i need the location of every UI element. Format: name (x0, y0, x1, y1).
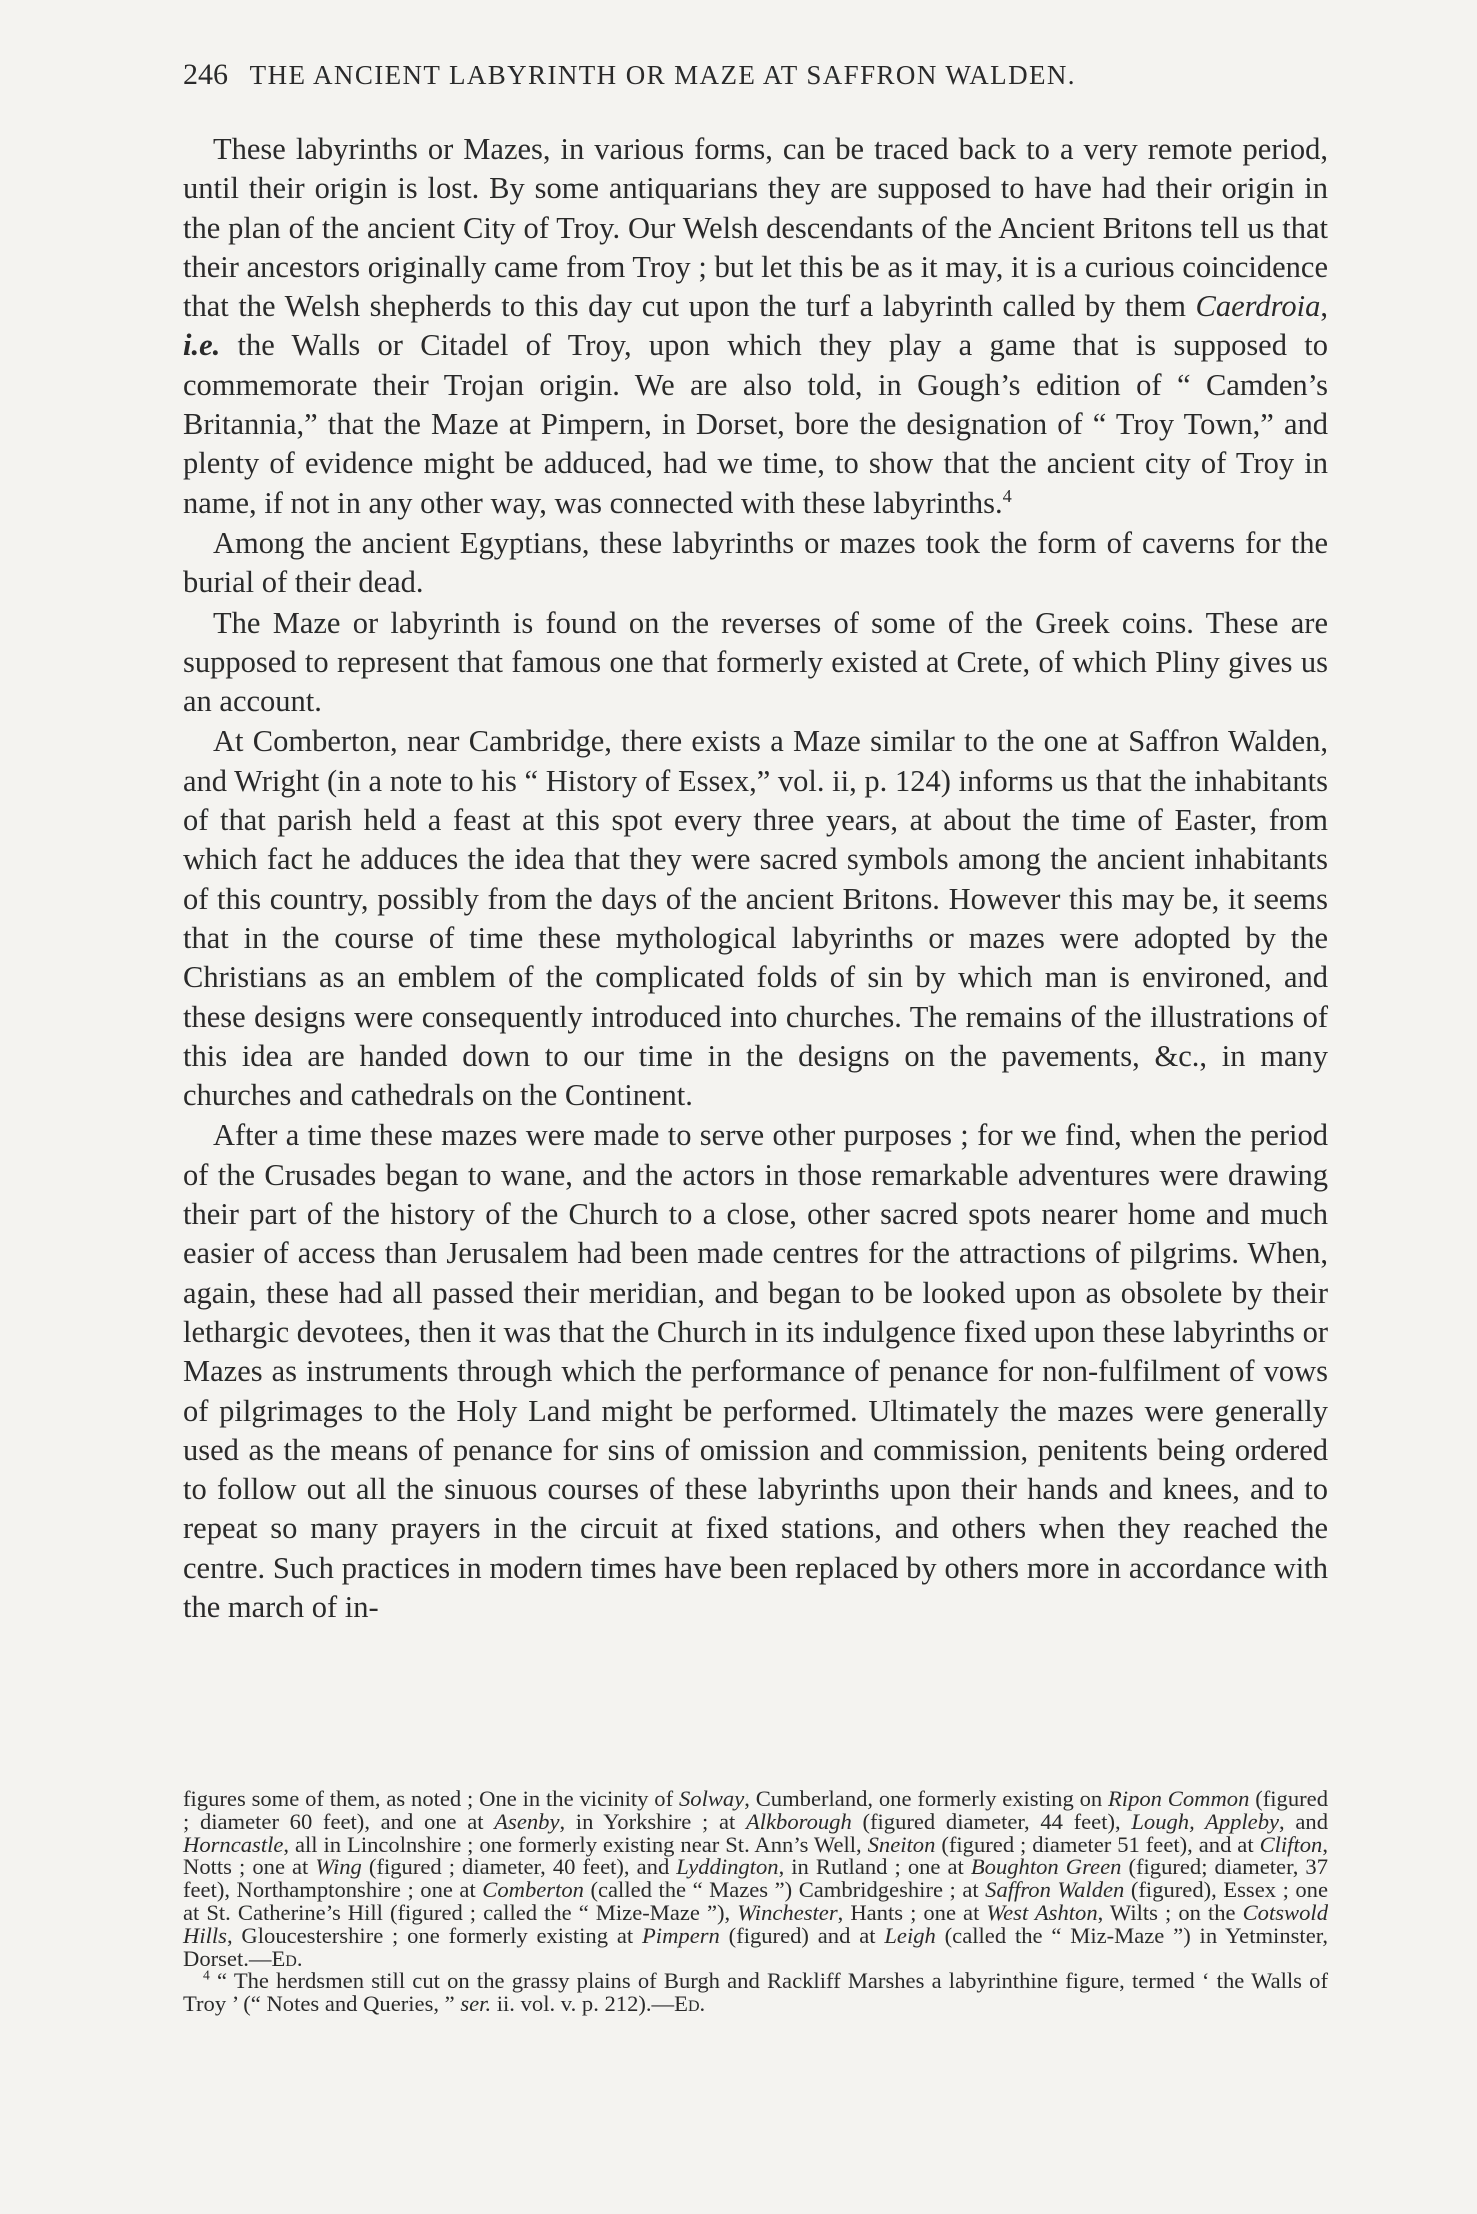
page-number: 246 (183, 58, 228, 91)
footnote-text: , Hants ; one at (837, 1899, 987, 1925)
separator: , (1320, 289, 1328, 324)
footnote-text: (figured diameter, 44 feet), (851, 1808, 1132, 1834)
italic-place-name: Asenby (494, 1808, 560, 1834)
italic-place-name: Leigh (884, 1922, 936, 1948)
paragraph: At Comberton, near Cambridge, there exists a Maze similar to the one at Saffron Walden, and Wright (in a note to his “ History of Essex,” vol. ii, p. 124) informs us that the inhabitants of that parish held a feast at this spot every three years, at about the time of Easter, from which fact he adduces the idea that they were sacred symbols among the ancient inhabitants of this country, possibly from the days of the ancient Britons. However this may be, it seems that in the course of time these mythological labyrinths or mazes were adopted by the Christians as an emblem of the complicated folds of sin by which man is environed, and these designs were consequently introduced into churches. The remains of the illustrations of this idea are handed down to our time in the designs on the pavements, &c., in many churches and cathedrals on the Continent. (183, 724, 1328, 1113)
footnote-continued (183, 1788, 1328, 1970)
footnote-text: ii. vol. v. p. 212).— (491, 1991, 675, 2017)
footnote-text: (called the “ Miz-Maze ”) in Yetminster, Dorset.— (183, 1922, 1328, 1971)
italic-place-name: ser. (460, 1991, 492, 2017)
italic-place-name: Lough, Appleby (1131, 1808, 1280, 1834)
footnote-text: “ The herdsmen still cut on the grassy plains of Burgh and Rackliff Marshes a labyrinthine figure, termed ‘ the Walls of Troy ’ (“ Notes and Queries, ” (183, 1968, 1328, 2017)
footnote-text: (figured ; diameter 60 feet), and one at (183, 1786, 1328, 1834)
italic-place-name: West Ashton (986, 1899, 1098, 1925)
italic-place-name: Saffron Walden (985, 1877, 1125, 1903)
footnote-text: , and (1279, 1808, 1328, 1834)
italic-place-name: Winchester (737, 1899, 838, 1925)
running-header (183, 58, 1323, 92)
footnote-text: (figured ; diameter, 40 feet), and (361, 1854, 677, 1880)
editor-mark: Ed. (674, 1991, 706, 2017)
editor-mark: Ed. (271, 1945, 303, 1971)
footnote-text: , in Yorkshire ; at (559, 1808, 746, 1834)
italic-place-name: Alkborough (745, 1808, 852, 1834)
paragraph (183, 130, 1328, 523)
footnote-text: , Gloucestershire ; one formerly existing at (226, 1922, 642, 1948)
paragraph: After a time these mazes were made to serve other purposes ; for we find, when the period of the Crusades began to wane, and the actors in those remarkable adventures were drawing their part of the history of the Church to a close, other sacred spots nearer home and much easier of access than Jerusalem had been made centres for the attractions of pilgrims. When, again, these had all passed their meridian, and began to be looked upon as obsolete by their lethargic devotees, then it was that the Church in its indulgence fixed upon these labyrinths or Mazes as instruments through which the performance of penance for non-fulfilment of vows of pilgrimages to the Holy Land might be performed. Ultimately the mazes were generally used as the means of penance for sins of omission and commission, penitents being ordered to follow out all the sinuous courses of these labyrinths upon their hands and knees, and to repeat so many prayers in the circuit at fixed stations, and others when they reached the centre. Such practices in modern times have been replaced by others more in accordance with the march of in- (183, 1118, 1328, 1624)
italic-place-name: Pimpern (642, 1922, 720, 1948)
footnote-text: (figured ; diameter 51 feet), and at (935, 1831, 1260, 1857)
footnotes (183, 1788, 1328, 2016)
footnote-text: , Wilts ; on the (1097, 1899, 1243, 1925)
paragraph-text: These labyrinths or Mazes, in various forms, can be traced back to a very remote period, until their origin is lost. By some antiquarians they are supposed to have had their origin in the plan of the ancient City of Troy. Our Welsh descendants of the Ancient Britons tell us that their ancestors originally came from Troy ; but let this be as it may, it is a curious coincidence that the Welsh shepherds to this day cut upon the turf a labyrinth called by them (183, 132, 1328, 324)
footnote-text: (called the “ Mazes ”) Cambridgeshire ; at (583, 1877, 986, 1903)
footnote-text: figures some of them, as noted ; One in the vicinity of (183, 1786, 679, 1811)
footnote-ref: 4 (1002, 485, 1012, 506)
italic-place-name: Clifton (1259, 1831, 1323, 1857)
footnote-text: (figured; diameter, 37 feet), Northamptonshire ; one at (183, 1854, 1328, 1903)
footnote-text: , in Rutland ; one at (778, 1854, 971, 1880)
running-title: THE ANCIENT LABYRINTH OR MAZE AT SAFFRON WALDEN. (249, 60, 1076, 90)
italic-place-name: Lyddington (676, 1854, 779, 1880)
italic-term: i.e. (183, 328, 221, 363)
body-text (183, 130, 1328, 1627)
footnote-text: (figured), Essex ; one at St. Catherine’s Hill (figured ; called the “ Mize-Maze ”), (183, 1877, 1328, 1925)
footnote-text: , Notts ; one at (183, 1831, 1328, 1880)
italic-place-name: Comberton (482, 1877, 584, 1903)
italic-place-name: Boughton Green (970, 1854, 1122, 1880)
paragraph: The Maze or labyrinth is found on the reverses of some of the Greek coins. These are supposed to represent that famous one that formerly existed at Crete, of which Pliny gives us an account. (183, 605, 1328, 719)
italic-place-name: Sneiton (867, 1831, 936, 1857)
italic-place-name: Ripon Common (1108, 1786, 1250, 1811)
footnote-number: 4 (203, 1967, 210, 1983)
footnote-text: , Cumberland, one formerly existing on (744, 1786, 1108, 1811)
footnote-text: , all in Lincolnshire ; one formerly existing near St. Ann’s Well, (283, 1831, 868, 1857)
paragraph-text: the Walls or Citadel of Troy, upon which they play a game that is supposed to commemorate their Trojan origin. We are also told, in Gough’s edition of “ Camden’s Britannia,” that the Maze at Pimpern, in Dorset, bore the designation of “ Troy Town,” and plenty of evidence might be adduced, had we time, to show that the ancient city of Troy in name, if not in any other way, was connected with these labyrinths. (183, 328, 1328, 520)
italic-place-name: Solway (678, 1786, 745, 1811)
paragraph: Among the ancient Egyptians, these labyrinths or mazes took the form of caverns for the burial of their dead. (183, 525, 1328, 600)
italic-place-name: Wing (315, 1854, 362, 1880)
italic-place-name: Horncastle (183, 1831, 284, 1857)
footnote-4 (183, 1967, 1328, 2017)
italic-term: Caerdroia (1195, 289, 1321, 324)
footnote-text: (figured) and at (719, 1922, 885, 1948)
italic-place-name: Cotswold Hills (183, 1899, 1328, 1948)
